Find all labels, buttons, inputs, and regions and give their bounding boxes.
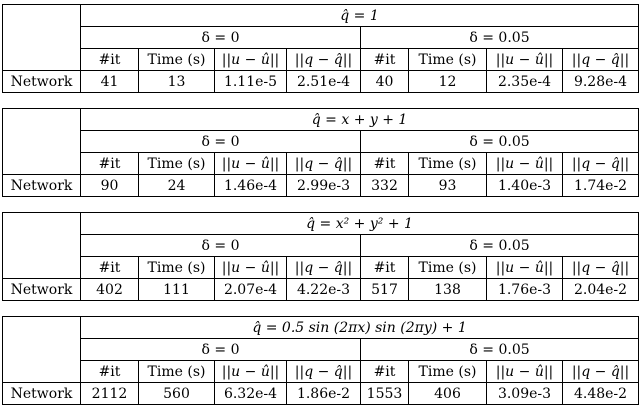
results-table bbox=[2, 108, 639, 197]
results-table bbox=[2, 4, 639, 93]
col-header-q-error: ||q − q̂|| bbox=[563, 153, 639, 175]
delta-005-header: δ = 0.05 bbox=[361, 235, 639, 257]
col-header-u-error: ||u − û|| bbox=[487, 257, 563, 279]
delta-005-header: δ = 0.05 bbox=[361, 27, 639, 49]
col-header-time: Time (s) bbox=[409, 257, 487, 279]
cell-d1-q-error: 2.04e-2 bbox=[563, 279, 639, 301]
col-header-time: Time (s) bbox=[409, 153, 487, 175]
cell-d1-iterations: 332 bbox=[361, 175, 409, 197]
cell-d1-time: 12 bbox=[409, 71, 487, 93]
delta-0-header: δ = 0 bbox=[81, 235, 361, 257]
cell-d0-u-error: 1.46e-4 bbox=[215, 175, 287, 197]
col-header-u-error: ||u − û|| bbox=[215, 49, 287, 71]
cell-d1-u-error: 1.76e-3 bbox=[487, 279, 563, 301]
delta-0-header: δ = 0 bbox=[81, 131, 361, 153]
cell-d0-iterations: 90 bbox=[81, 175, 139, 197]
cell-d0-time: 560 bbox=[139, 383, 215, 405]
col-header-time: Time (s) bbox=[139, 361, 215, 383]
cell-d0-iterations: 402 bbox=[81, 279, 139, 301]
result-block-2 bbox=[2, 108, 638, 197]
cell-d0-q-error: 1.86e-2 bbox=[287, 383, 361, 405]
cell-d0-q-error: 2.99e-3 bbox=[287, 175, 361, 197]
empty-corner-cell bbox=[3, 317, 81, 383]
row-label-network: Network bbox=[3, 71, 81, 93]
cell-d0-time: 111 bbox=[139, 279, 215, 301]
row-label-network: Network bbox=[3, 279, 81, 301]
col-header-iterations: #it bbox=[361, 153, 409, 175]
col-header-iterations: #it bbox=[81, 153, 139, 175]
col-header-q-error: ||q − q̂|| bbox=[287, 257, 361, 279]
empty-corner-cell bbox=[3, 5, 81, 71]
cell-d0-iterations: 2112 bbox=[81, 383, 139, 405]
col-header-iterations: #it bbox=[81, 361, 139, 383]
results-table bbox=[2, 316, 639, 405]
col-header-q-error: ||q − q̂|| bbox=[563, 49, 639, 71]
results-table bbox=[2, 212, 639, 301]
col-header-iterations: #it bbox=[81, 49, 139, 71]
col-header-u-error: ||u − û|| bbox=[487, 153, 563, 175]
col-header-q-error: ||q − q̂|| bbox=[287, 153, 361, 175]
col-header-q-error: ||q − q̂|| bbox=[563, 257, 639, 279]
cell-d1-time: 93 bbox=[409, 175, 487, 197]
col-header-iterations: #it bbox=[361, 49, 409, 71]
col-header-iterations: #it bbox=[81, 257, 139, 279]
delta-005-header: δ = 0.05 bbox=[361, 131, 639, 153]
cell-d1-iterations: 1553 bbox=[361, 383, 409, 405]
col-header-q-error: ||q − q̂|| bbox=[287, 361, 361, 383]
col-header-u-error: ||u − û|| bbox=[487, 49, 563, 71]
result-block-3 bbox=[2, 212, 638, 301]
col-header-q-error: ||q − q̂|| bbox=[287, 49, 361, 71]
block-title: q̂ = 0.5 sin (2πx) sin (2πy) + 1 bbox=[81, 317, 639, 339]
cell-d0-time: 24 bbox=[139, 175, 215, 197]
cell-d0-time: 13 bbox=[139, 71, 215, 93]
cell-d0-iterations: 41 bbox=[81, 71, 139, 93]
col-header-q-error: ||q − q̂|| bbox=[563, 361, 639, 383]
cell-d1-iterations: 517 bbox=[361, 279, 409, 301]
cell-d1-q-error: 1.74e-2 bbox=[563, 175, 639, 197]
col-header-u-error: ||u − û|| bbox=[215, 153, 287, 175]
row-label-network: Network bbox=[3, 175, 81, 197]
col-header-time: Time (s) bbox=[139, 153, 215, 175]
cell-d0-u-error: 2.07e-4 bbox=[215, 279, 287, 301]
col-header-u-error: ||u − û|| bbox=[487, 361, 563, 383]
block-title: q̂ = 1 bbox=[81, 5, 639, 27]
col-header-time: Time (s) bbox=[409, 49, 487, 71]
cell-d1-u-error: 2.35e-4 bbox=[487, 71, 563, 93]
block-title: q̂ = x² + y² + 1 bbox=[81, 213, 639, 235]
block-title: q̂ = x + y + 1 bbox=[81, 109, 639, 131]
cell-d0-q-error: 2.51e-4 bbox=[287, 71, 361, 93]
row-label-network: Network bbox=[3, 383, 81, 405]
col-header-time: Time (s) bbox=[409, 361, 487, 383]
cell-d0-q-error: 4.22e-3 bbox=[287, 279, 361, 301]
cell-d1-time: 138 bbox=[409, 279, 487, 301]
delta-005-header: δ = 0.05 bbox=[361, 339, 639, 361]
result-block-4 bbox=[2, 316, 638, 405]
cell-d0-u-error: 1.11e-5 bbox=[215, 71, 287, 93]
empty-corner-cell bbox=[3, 213, 81, 279]
col-header-iterations: #it bbox=[361, 361, 409, 383]
col-header-time: Time (s) bbox=[139, 257, 215, 279]
cell-d1-iterations: 40 bbox=[361, 71, 409, 93]
cell-d1-q-error: 9.28e-4 bbox=[563, 71, 639, 93]
cell-d0-u-error: 6.32e-4 bbox=[215, 383, 287, 405]
cell-d1-u-error: 1.40e-3 bbox=[487, 175, 563, 197]
cell-d1-q-error: 4.48e-2 bbox=[563, 383, 639, 405]
col-header-u-error: ||u − û|| bbox=[215, 361, 287, 383]
delta-0-header: δ = 0 bbox=[81, 339, 361, 361]
cell-d1-time: 406 bbox=[409, 383, 487, 405]
col-header-iterations: #it bbox=[361, 257, 409, 279]
delta-0-header: δ = 0 bbox=[81, 27, 361, 49]
cell-d1-u-error: 3.09e-3 bbox=[487, 383, 563, 405]
result-block-1 bbox=[2, 4, 638, 93]
col-header-time: Time (s) bbox=[139, 49, 215, 71]
col-header-u-error: ||u − û|| bbox=[215, 257, 287, 279]
empty-corner-cell bbox=[3, 109, 81, 175]
